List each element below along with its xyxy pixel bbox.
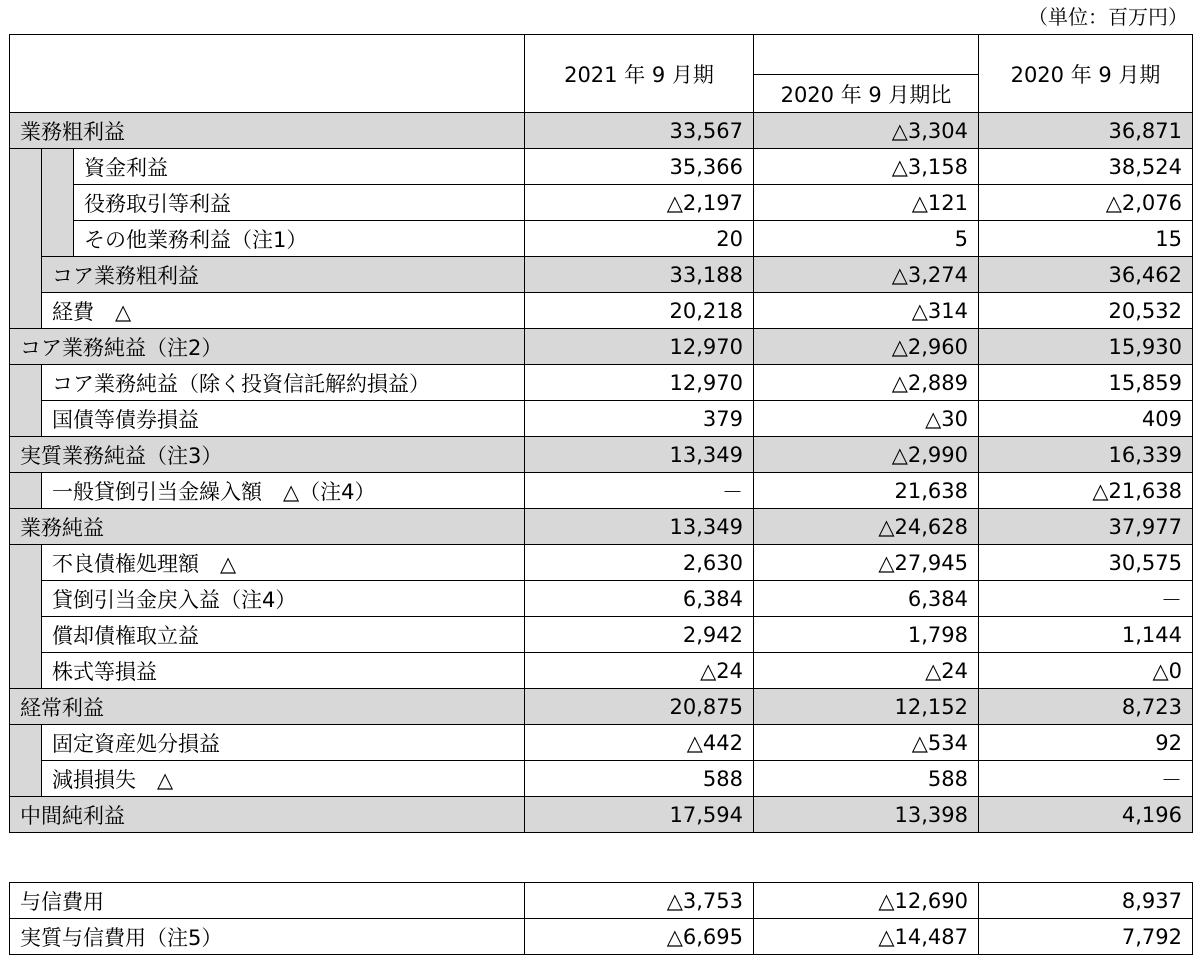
row-label: 不良債権処理額 △ (42, 545, 525, 581)
value-diff: 13,398 (754, 797, 979, 833)
value-2020: 1,144 (979, 617, 1193, 653)
header-diff-top (754, 35, 979, 75)
value-diff: △3,158 (754, 149, 979, 185)
value-diff: △534 (754, 725, 979, 761)
value-2020: 15,930 (979, 329, 1193, 365)
table-row (10, 401, 1193, 437)
table-row (10, 919, 1193, 955)
value-2021: △24 (525, 653, 754, 689)
value-2021: 2,630 (525, 545, 754, 581)
value-diff: △314 (754, 293, 979, 329)
row-label: 固定資産処分損益 (42, 725, 525, 761)
row-label: 実質与信費用（注5） (10, 919, 525, 955)
value-diff: 588 (754, 761, 979, 797)
row-label: 一般貸倒引当金繰入額 △（注4） (42, 473, 525, 509)
value-diff: 1,798 (754, 617, 979, 653)
header-diff: 2020 年 9 月期比 (754, 75, 979, 113)
value-2021: △6,695 (525, 919, 754, 955)
credit-cost-table (9, 882, 1193, 955)
table-row (10, 329, 1193, 365)
value-2020: 92 (979, 725, 1193, 761)
value-2020: 4,196 (979, 797, 1193, 833)
value-2020: 20,532 (979, 293, 1193, 329)
value-2021: 2,942 (525, 617, 754, 653)
value-2020: － (979, 761, 1193, 797)
row-label: 経常利益 (10, 689, 525, 725)
indent-cell (10, 725, 42, 797)
value-2020: 30,575 (979, 545, 1193, 581)
value-2020: 8,937 (979, 883, 1193, 919)
table-row (10, 257, 1193, 293)
indent-cell (10, 473, 42, 509)
value-2021: 379 (525, 401, 754, 437)
row-label: コア業務純益（注2） (10, 329, 525, 365)
table-row (10, 725, 1193, 761)
table-row (10, 653, 1193, 689)
value-2020: 16,339 (979, 437, 1193, 473)
value-2020: 37,977 (979, 509, 1193, 545)
row-label: 国債等債券損益 (42, 401, 525, 437)
header-2021: 2021 年 9 月期 (525, 35, 754, 113)
indent-cell (10, 365, 42, 437)
table-row (10, 509, 1193, 545)
value-2021: 33,567 (525, 113, 754, 149)
row-label: 経費 △ (42, 293, 525, 329)
value-diff: △2,990 (754, 437, 979, 473)
value-2021: 35,366 (525, 149, 754, 185)
value-diff: △14,487 (754, 919, 979, 955)
unit-label: （単位：百万円） (1028, 5, 1188, 29)
value-diff: △12,690 (754, 883, 979, 919)
value-2021: 20,218 (525, 293, 754, 329)
value-2020: 15 (979, 221, 1193, 257)
value-diff: 6,384 (754, 581, 979, 617)
value-2020: 36,462 (979, 257, 1193, 293)
table-row (10, 149, 1193, 185)
row-label: 株式等損益 (42, 653, 525, 689)
row-label: コア業務粗利益 (42, 257, 525, 293)
value-2021: 20,875 (525, 689, 754, 725)
value-2021: 588 (525, 761, 754, 797)
value-2021: 17,594 (525, 797, 754, 833)
row-label: 業務純益 (10, 509, 525, 545)
income-table (9, 34, 1193, 833)
value-2021: △3,753 (525, 883, 754, 919)
value-diff: △24,628 (754, 509, 979, 545)
value-2021: 13,349 (525, 437, 754, 473)
indent-cell (42, 149, 74, 257)
header-row (10, 35, 1193, 75)
table-row (10, 545, 1193, 581)
table-row (10, 581, 1193, 617)
value-diff: 5 (754, 221, 979, 257)
row-label: 貸倒引当金戻入益（注4） (42, 581, 525, 617)
row-label: 資金利益 (74, 149, 525, 185)
value-2020: △2,076 (979, 185, 1193, 221)
row-label: 役務取引等利益 (74, 185, 525, 221)
table-row (10, 293, 1193, 329)
value-2020: 15,859 (979, 365, 1193, 401)
table-row (10, 473, 1193, 509)
indent-cell (10, 545, 42, 689)
row-label: その他業務利益（注1） (74, 221, 525, 257)
value-2021: △442 (525, 725, 754, 761)
row-label: 与信費用 (10, 883, 525, 919)
value-2021: － (525, 473, 754, 509)
header-blank-cell (10, 35, 525, 113)
value-diff: △27,945 (754, 545, 979, 581)
table-row (10, 185, 1193, 221)
value-diff: △3,304 (754, 113, 979, 149)
value-2020: △0 (979, 653, 1193, 689)
value-2021: 12,970 (525, 329, 754, 365)
value-diff: △3,274 (754, 257, 979, 293)
value-2021: 33,188 (525, 257, 754, 293)
value-diff: 21,638 (754, 473, 979, 509)
table-row (10, 221, 1193, 257)
value-2020: 8,723 (979, 689, 1193, 725)
value-2020: 7,792 (979, 919, 1193, 955)
table-row (10, 797, 1193, 833)
value-2020: 36,871 (979, 113, 1193, 149)
table-row (10, 113, 1193, 149)
row-label: 実質業務純益（注3） (10, 437, 525, 473)
row-label: 業務粗利益 (10, 113, 525, 149)
value-2020: 409 (979, 401, 1193, 437)
value-2021: 13,349 (525, 509, 754, 545)
row-label: コア業務純益（除く投資信託解約損益） (42, 365, 525, 401)
row-label: 減損損失 △ (42, 761, 525, 797)
row-label: 中間純利益 (10, 797, 525, 833)
table-row (10, 689, 1193, 725)
row-label: 償却債権取立益 (42, 617, 525, 653)
table-row (10, 761, 1193, 797)
value-2021: 12,970 (525, 365, 754, 401)
table-row (10, 883, 1193, 919)
value-2020: － (979, 581, 1193, 617)
value-diff: △24 (754, 653, 979, 689)
value-diff: 12,152 (754, 689, 979, 725)
value-2021: △2,197 (525, 185, 754, 221)
table-row (10, 617, 1193, 653)
value-2021: 20 (525, 221, 754, 257)
indent-cell (10, 149, 42, 329)
value-diff: △2,960 (754, 329, 979, 365)
value-2020: △21,638 (979, 473, 1193, 509)
value-diff: △121 (754, 185, 979, 221)
value-2020: 38,524 (979, 149, 1193, 185)
table-row (10, 365, 1193, 401)
value-diff: △2,889 (754, 365, 979, 401)
value-diff: △30 (754, 401, 979, 437)
header-2020: 2020 年 9 月期 (979, 35, 1193, 113)
table-row (10, 437, 1193, 473)
value-2021: 6,384 (525, 581, 754, 617)
